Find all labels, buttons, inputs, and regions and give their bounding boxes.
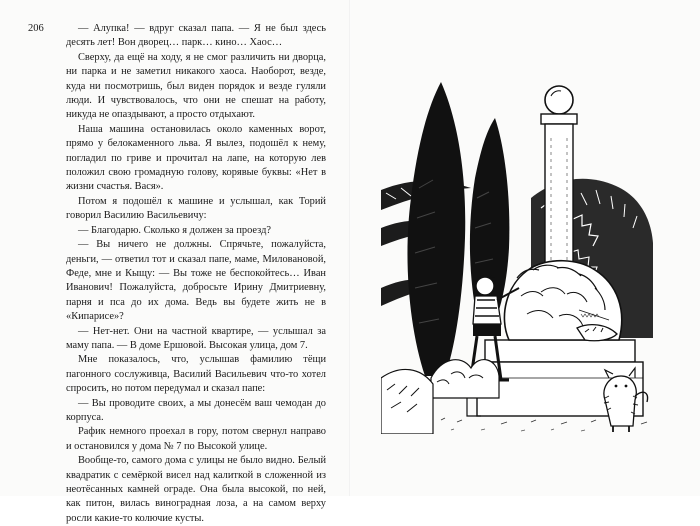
paragraph: — Вы проводите своих, а мы донесём ваш чемодан до корпуса. — [66, 397, 326, 423]
paragraph: Вообще-то, самого дома с улицы не было видно. Белый квадратик с семёркой висел над калиткой в сложенной из неотёсанных камней ограде. Она была высокой, по ней, как питон, вилась виноградная лоза, а на самом верху росли какие-то колючие кусты. — [66, 455, 326, 524]
page-gutter — [349, 0, 351, 496]
paragraph: Наша машина остановилась около каменных ворот, прямо у белокаменного льва. Я вылез, подошёл к нему, погладил по гриве и прочитал на лапе, на которую лев положил свою громадную голову, корявые буквы: «Нет в жизни счастья. Вася». — [66, 123, 326, 193]
paragraph: Мне показалось, что, услышав фамилию тёщи пагонного сослуживца, Василий Васильевич что-то хотел спросить, но потом передумал и сказал папе: — [66, 354, 326, 395]
body-text — [66, 22, 326, 526]
lion-gate-drawing — [381, 78, 653, 434]
paragraph: — Алупка! — вдруг сказал папа. — Я не был здесь десять лет! Вон дворец… парк… кино… Хаос… — [66, 23, 326, 49]
paragraph: Сверху, да ещё на ходу, я не смог различить ни дворца, ни парка и не заметил никакого хаоса. Наоборот, везде, куда ни посмотришь, был виден порядок и везде гуляли люди. И чувствовалось, что они не спешат на работу, никуда не опаздывают, а просто отдыхают. — [66, 51, 326, 121]
paragraph: Рафик немного проехал в гору, потом свернул направо и остановился у дома № 7 по Высокой улице. — [66, 426, 326, 452]
page-number: 206 — [28, 23, 44, 34]
paragraph: — Вы ничего не должны. Спрячьте, пожалуйста, деньги, — ответил тот и сказал папе, маме, Миловановой, Феде, мне и Кыщу: — Вы тоже не беспокойтесь… Иван Иванович! Пожалуйста, добросьте Ирину Дмитриевну, парня и пса до их дома. Ведь вы будете жить не в «Кипарисе»? — [66, 239, 326, 323]
paragraph: — Нет-нет. Они на частной квартире, — услышал за маму папа. — В доме Ершовой. Высокая улица, дом 7. — [66, 325, 326, 351]
illustration — [381, 78, 653, 434]
paragraph: — Благодарю. Сколько я должен за проезд? — [78, 224, 271, 236]
foreground-bushes — [381, 360, 499, 434]
paragraph: Потом я подошёл к машине и услышал, как Торий говорил Василию Васильевичу: — [66, 195, 326, 222]
